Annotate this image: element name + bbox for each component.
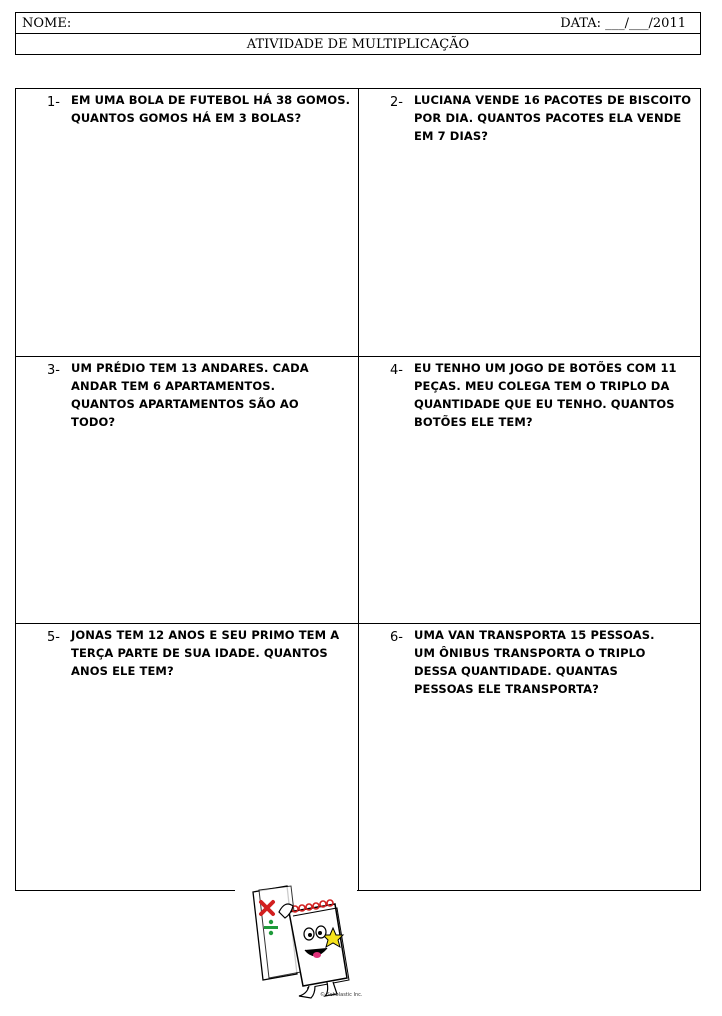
question-cell <box>359 624 701 890</box>
question-number: 1- <box>47 95 60 110</box>
math-paper-mascot-clipart <box>243 882 358 1002</box>
question-cell <box>16 624 358 890</box>
data-label: DATA: ___/___/2011 <box>560 16 686 31</box>
question-number: 6- <box>390 630 403 645</box>
question-cell <box>16 89 358 355</box>
header-row <box>16 13 700 34</box>
question-text: EU TENHO UM JOGO DE BOTÕES COM 11 PEÇAS. MEU COLEGA TEM O TRIPLO DA QUANTIDADE QUE EU TENHO. QUANTOS BOTÕES ELE TEM? <box>414 361 677 429</box>
nome-label: NOME: <box>22 16 72 31</box>
clipart-credit: © Scholastic Inc. <box>320 992 363 998</box>
page-title: ATIVIDADE DE MULTIPLICAÇÃO <box>246 37 470 52</box>
question-cell <box>359 357 701 623</box>
question-number: 3- <box>47 363 60 378</box>
questions-grid <box>15 88 701 891</box>
question-cell <box>16 357 358 623</box>
question-text: EM UMA BOLA DE FUTEBOL HÁ 38 GOMOS. QUANTOS GOMOS HÁ EM 3 BOLAS? <box>71 93 351 125</box>
question-text: JONAS TEM 12 ANOS E SEU PRIMO TEM A TERÇA PARTE DE SUA IDADE. QUANTOS ANOS ELE TEM? <box>71 628 340 678</box>
question-text: UM PRÉDIO TEM 13 ANDARES. CADA ANDAR TEM 6 APARTAMENTOS. QUANTOS APARTAMENTOS SÃO AO TODO? <box>71 361 309 429</box>
question-text: LUCIANA VENDE 16 PACOTES DE BISCOITO POR DIA. QUANTOS PACOTES ELA VENDE EM 7 DIAS? <box>414 93 692 143</box>
question-text: UMA VAN TRANSPORTA 15 PESSOAS. UM ÔNIBUS TRANSPORTA O TRIPLO DESSA QUANTIDADE. QUANTAS PESSOAS ELE TRANSPORTA? <box>414 628 655 696</box>
question-number: 4- <box>390 363 403 378</box>
question-cell <box>359 89 701 355</box>
question-number: 5- <box>47 630 60 645</box>
question-number: 2- <box>390 95 403 110</box>
division-sign-icon <box>269 920 273 924</box>
header-box <box>15 12 701 55</box>
